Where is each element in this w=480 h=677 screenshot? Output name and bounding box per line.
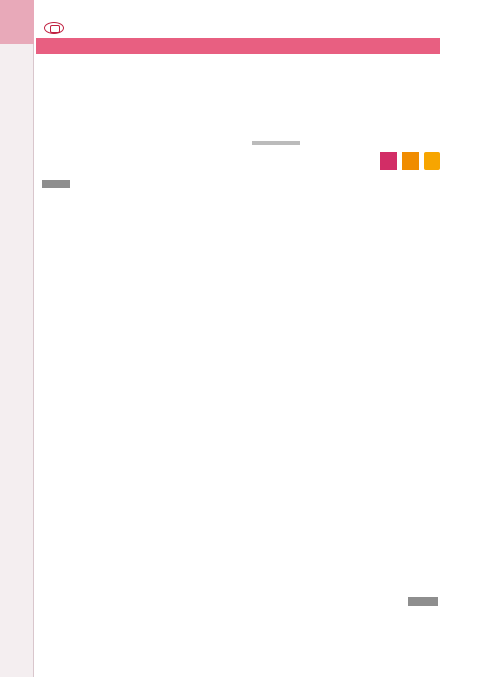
- next-button[interactable]: [408, 597, 438, 606]
- from-button[interactable]: [42, 180, 70, 188]
- angle-badge: [424, 152, 440, 170]
- hss-co-badge: [380, 152, 397, 170]
- maker-logo: [44, 22, 64, 34]
- series-bar: [36, 38, 440, 54]
- side-category-tab[interactable]: [0, 0, 34, 44]
- tin-badge: [402, 152, 419, 170]
- tolerance-val-shank: [276, 144, 300, 145]
- side-index: [0, 0, 34, 677]
- tolerance-table: [252, 141, 300, 145]
- tolerance-val-dia: [253, 144, 277, 145]
